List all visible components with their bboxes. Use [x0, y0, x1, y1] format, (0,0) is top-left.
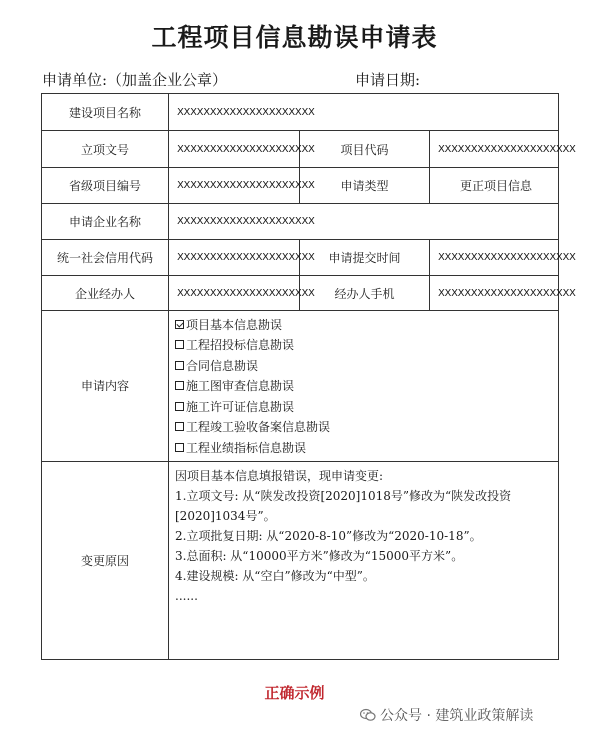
checkbox-icon[interactable]	[175, 361, 184, 370]
handler-phone-value: XXXXXXXXXXXXXXXXXXXXX	[430, 276, 559, 311]
project-code-label: 项目代码	[300, 131, 430, 168]
option-performance[interactable]	[175, 437, 552, 458]
reason-label: 变更原因	[42, 461, 169, 659]
province-no-value: XXXXXXXXXXXXXXXXXXXXX	[169, 168, 300, 204]
checkbox-icon[interactable]	[175, 381, 184, 390]
applicant-unit-label: 申请单位:（加盖企业公章）	[42, 71, 228, 89]
option-acceptance[interactable]	[175, 417, 552, 438]
project-code-value: XXXXXXXXXXXXXXXXXXXXX	[430, 131, 559, 168]
province-no-label: 省级项目编号	[42, 168, 169, 204]
apply-type-label: 申请类型	[300, 168, 430, 204]
content-label: 申请内容	[42, 311, 169, 462]
reason-line: ......	[175, 588, 198, 603]
credit-code-value: XXXXXXXXXXXXXXXXXXXXX	[169, 240, 300, 276]
option-label: 工程业绩指标信息勘误	[186, 440, 307, 455]
option-label: 合同信息勘误	[186, 358, 259, 373]
option-drawing-review[interactable]	[175, 376, 552, 397]
option-label: 项目基本信息勘误	[186, 317, 283, 332]
reason-text	[169, 461, 559, 659]
row-handler	[42, 276, 559, 311]
submit-time-label: 申请提交时间	[300, 240, 430, 276]
option-label: 工程竣工验收备案信息勘误	[186, 420, 331, 435]
company-name-value: XXXXXXXXXXXXXXXXXXXXX	[169, 204, 559, 240]
correct-example-note: 正确示例	[264, 684, 325, 702]
checkbox-icon[interactable]	[175, 443, 184, 452]
option-contract[interactable]	[175, 355, 552, 376]
wechat-icon	[360, 708, 376, 722]
row-project-name	[42, 94, 559, 131]
checkbox-icon[interactable]	[175, 402, 184, 411]
checkbox-icon[interactable]	[175, 340, 184, 349]
errata-form-table	[41, 93, 576, 660]
apply-type-value: 更正项目信息	[430, 168, 559, 204]
reason-line: 4.建设规模: 从“空白”修改为“中型”。	[175, 568, 375, 583]
form-title: 工程项目信息勘误申请表	[151, 23, 438, 52]
option-basic-info[interactable]	[175, 314, 552, 335]
row-reason	[42, 461, 559, 659]
project-name-value: XXXXXXXXXXXXXXXXXXXXX	[169, 94, 559, 131]
company-name-label: 申请企业名称	[42, 204, 169, 240]
project-name-label: 建设项目名称	[42, 94, 169, 131]
credit-code-label: 统一社会信用代码	[42, 240, 169, 276]
option-permit[interactable]	[175, 396, 552, 417]
option-label: 工程招投标信息勘误	[186, 338, 295, 353]
checkbox-icon[interactable]	[175, 320, 184, 329]
submit-time-value: XXXXXXXXXXXXXXXXXXXXX	[430, 240, 559, 276]
reason-line: 1.立项文号: 从“陕发改投资[2020]1018号”修改为“陕发改投资	[175, 488, 512, 503]
option-label: 施工图审查信息勘误	[186, 379, 295, 394]
handler-phone-label: 经办人手机	[300, 276, 430, 311]
option-bidding[interactable]	[175, 335, 552, 356]
reason-line: [2020]1034号”。	[175, 508, 276, 523]
row-approval	[42, 131, 559, 168]
reason-line: 3.总面积: 从“10000平方米”修改为“15000平方米”。	[175, 548, 464, 563]
reason-line: 2.立项批复日期: 从“2020-8-10”修改为“2020-10-18”。	[175, 528, 482, 543]
approval-no-label: 立项文号	[42, 131, 169, 168]
handler-value: XXXXXXXXXXXXXXXXXXXXX	[169, 276, 300, 311]
content-options	[169, 311, 559, 462]
option-label: 施工许可证信息勘误	[186, 399, 295, 414]
row-company	[42, 204, 559, 240]
watermark-text: 公众号 · 建筑业政策解读	[380, 708, 534, 724]
approval-no-value: XXXXXXXXXXXXXXXXXXXXX	[169, 131, 300, 168]
watermark	[360, 705, 533, 725]
handler-label: 企业经办人	[42, 276, 169, 311]
row-content	[42, 311, 559, 462]
apply-date-label: 申请日期:	[355, 71, 421, 89]
row-province	[42, 168, 559, 204]
row-credit	[42, 240, 559, 276]
checkbox-icon[interactable]	[175, 422, 184, 431]
reason-line: 因项目基本信息填报错误，现申请变更:	[175, 468, 384, 483]
